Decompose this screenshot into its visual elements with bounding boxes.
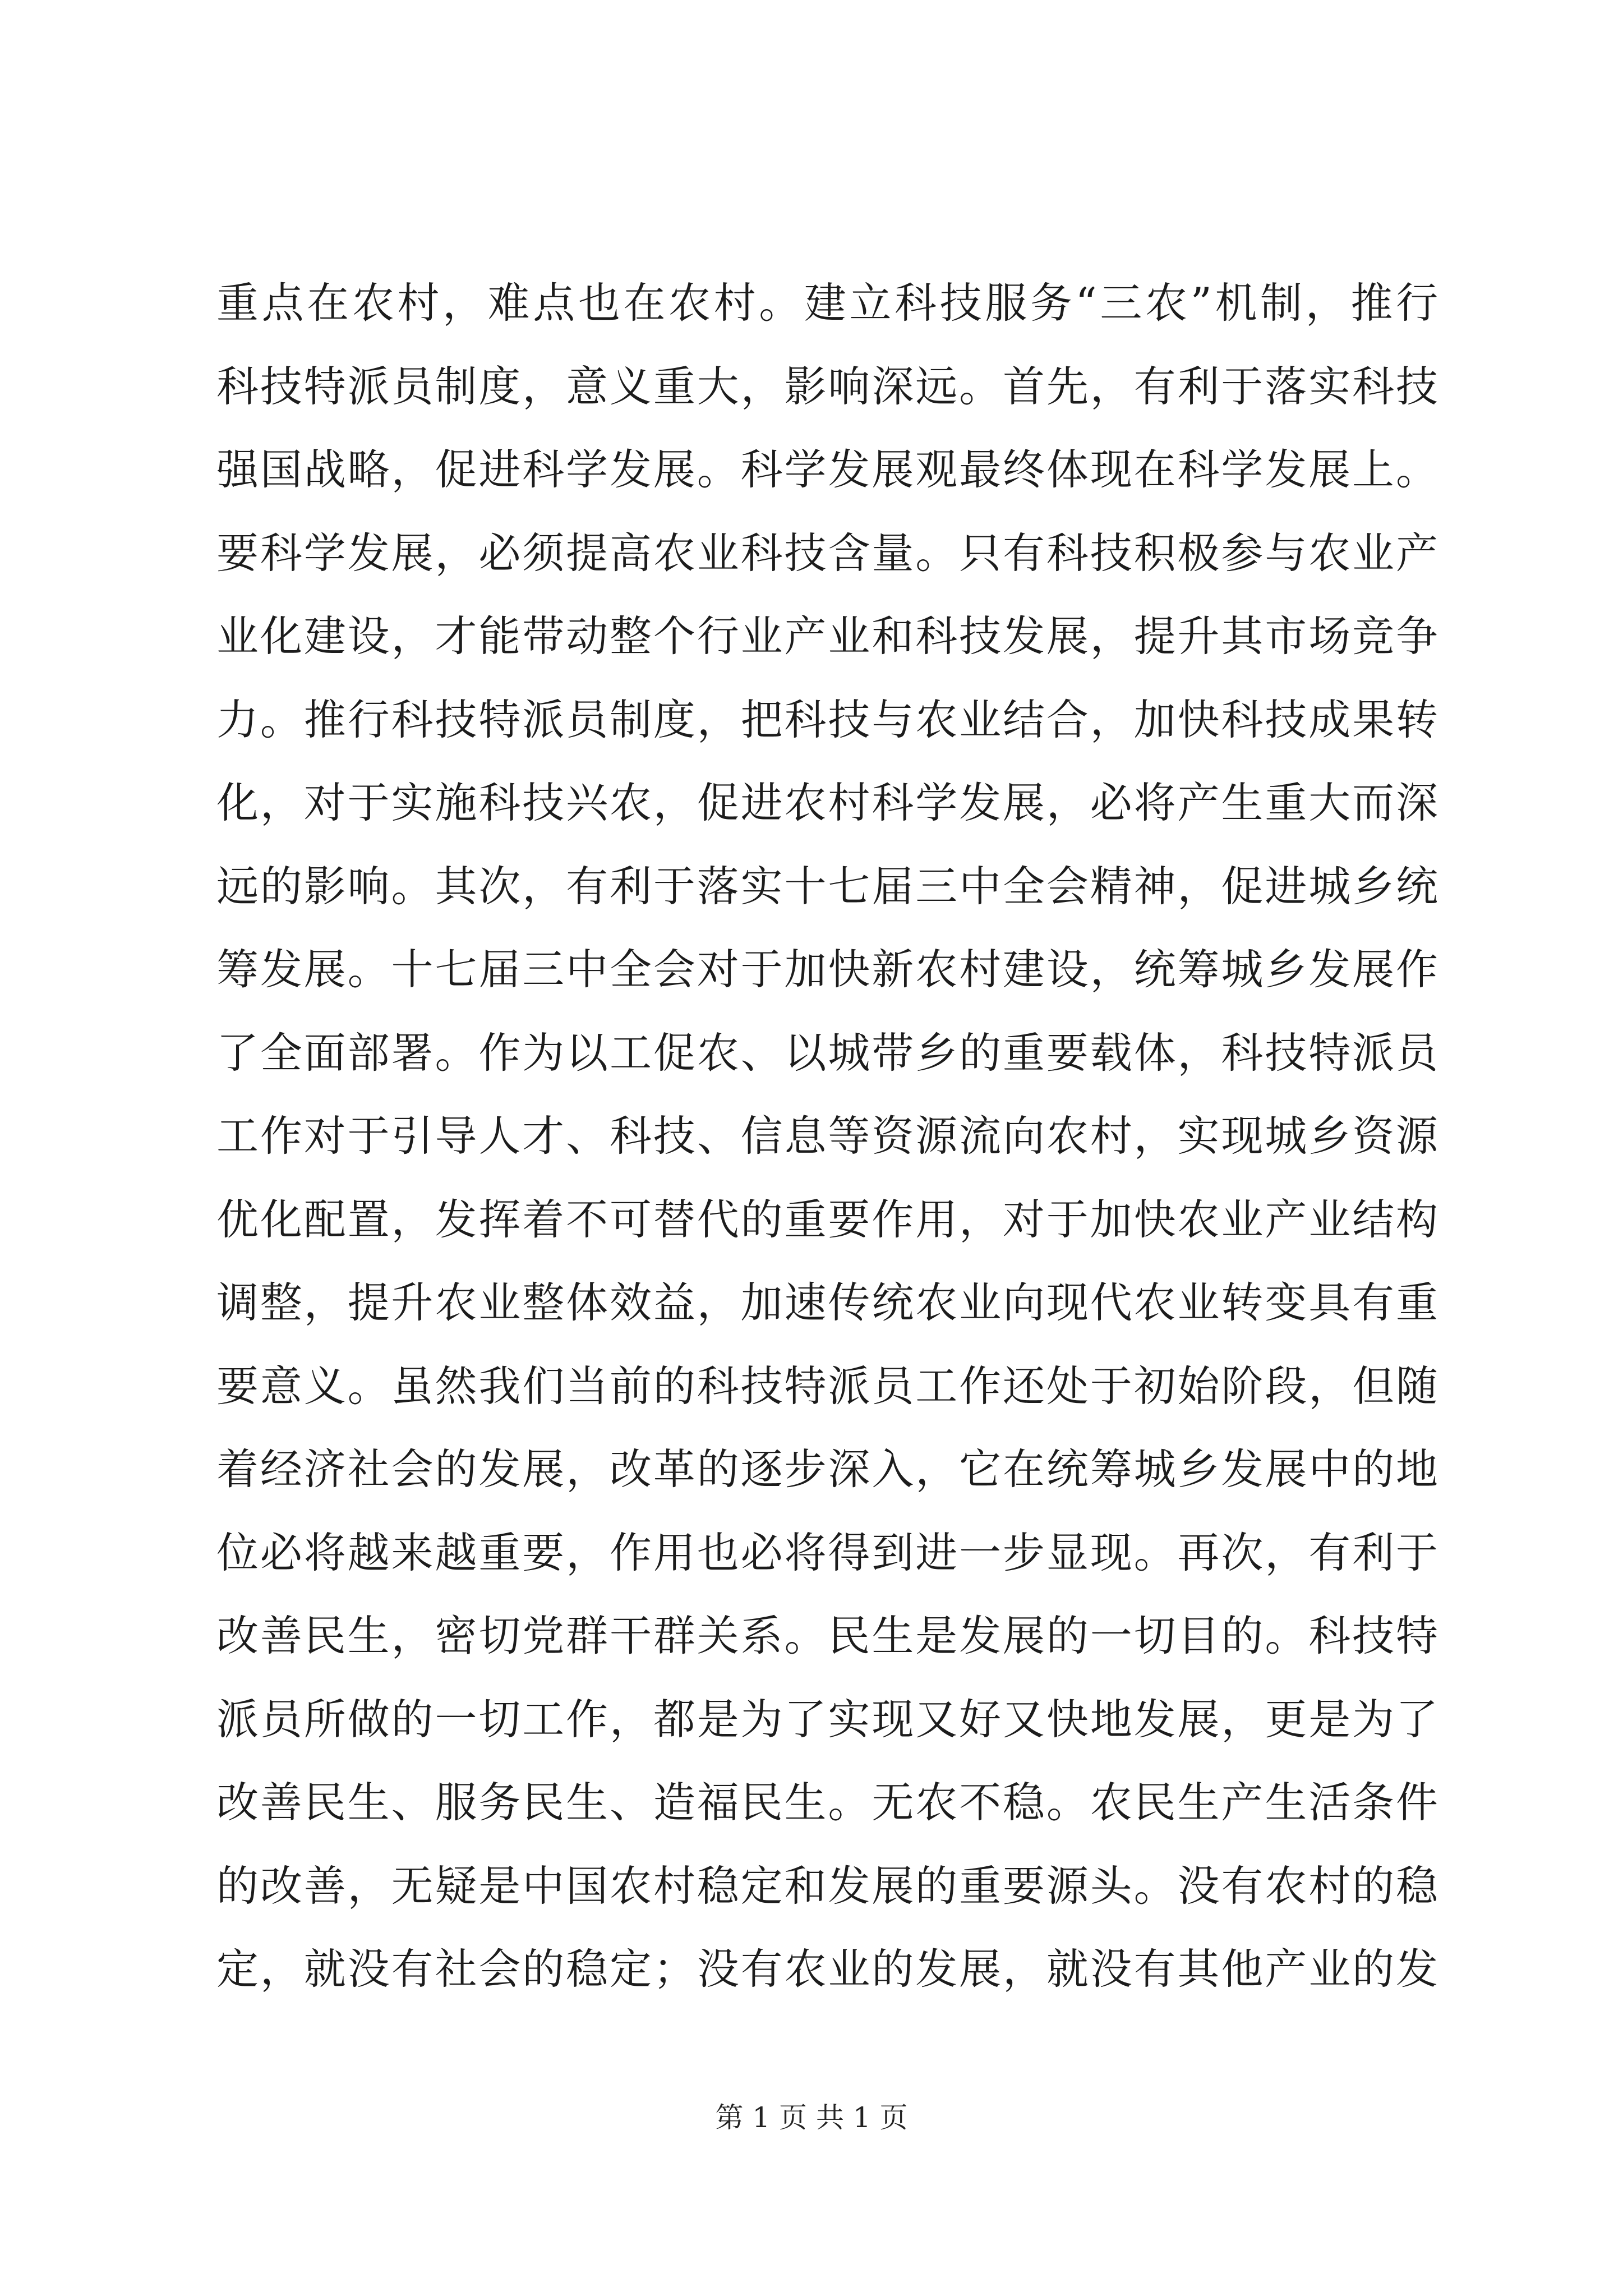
text-line: 科技特派员制度，意义重大，影响深远。首先，有利于落实科技: [216, 361, 1439, 411]
text-line: 筹发展。十七届三中全会对于加快新农村建设，统筹城乡发展作: [216, 945, 1439, 994]
text-line: 要科学发展，必须提高农业科技含量。只有科技积极参与农业产: [216, 528, 1439, 578]
text-line: 强国战略，促进科学发展。科学发展观最终体现在科学发展上。: [216, 445, 1439, 494]
text-line: 定，就没有社会的稳定；没有农业的发展，就没有其他产业的发: [216, 1944, 1439, 1994]
text-line: 派员所做的一切工作，都是为了实现又好又快地发展，更是为了: [216, 1694, 1439, 1744]
text-line: 远的影响。其次，有利于落实十七届三中全会精神，促进城乡统: [216, 861, 1439, 911]
text-line: 业化建设，才能带动整个行业产业和科技发展，提升其市场竞争: [216, 611, 1439, 661]
text-line: 位必将越来越重要，作用也必将得到进一步显现。再次，有利于: [216, 1527, 1439, 1577]
page-footer: [0, 2101, 1623, 2134]
text-line: 改善民生，密切党群干群关系。民生是发展的一切目的。科技特: [216, 1611, 1439, 1660]
text-line: 力。推行科技特派员制度，把科技与农业结合，加快科技成果转: [216, 694, 1439, 744]
text-line: 要意义。虽然我们当前的科技特派员工作还处于初始阶段，但随: [216, 1361, 1439, 1411]
text-line: 工作对于引导人才、科技、信息等资源流向农村，实现城乡资源: [216, 1111, 1439, 1161]
text-line: 着经济社会的发展，改革的逐步深入，它在统筹城乡发展中的地: [216, 1444, 1439, 1494]
text-line: 了全面部署。作为以工促农、以城带乡的重要载体，科技特派员: [216, 1028, 1439, 1078]
body-paragraph: [216, 261, 1439, 2011]
text-line: 优化配置，发挥着不可替代的重要作用，对于加快农业产业结构: [216, 1194, 1439, 1244]
page-number-label: 第 1 页 共 1 页: [715, 2101, 908, 2134]
text-line: 的改善，无疑是中国农村稳定和发展的重要源头。没有农村的稳: [216, 1861, 1439, 1911]
text-line: 调整，提升农业整体效益，加速传统农业向现代农业转变具有重: [216, 1278, 1439, 1327]
text-line: 改善民生、服务民生、造福民生。无农不稳。农民生产生活条件: [216, 1778, 1439, 1827]
text-line: 重点在农村，难点也在农村。建立科技服务“三农”机制，推行: [216, 278, 1439, 328]
text-line: 化，对于实施科技兴农，促进农村科学发展，必将产生重大而深: [216, 778, 1439, 827]
